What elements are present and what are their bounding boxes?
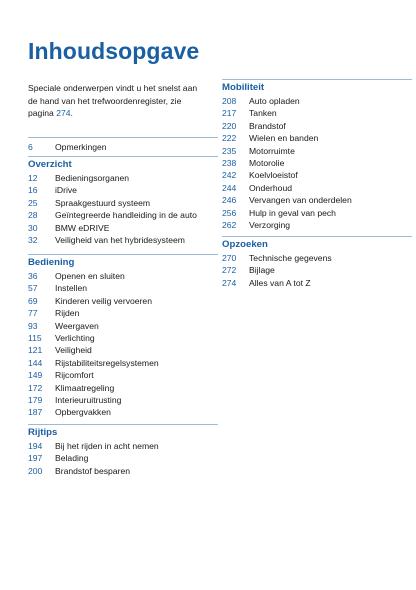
- toc-entry[interactable]: [222, 95, 412, 107]
- toc-page-number: 208: [222, 96, 237, 106]
- toc-page-number: 93: [28, 320, 38, 331]
- toc-entry-label: Wielen en banden: [249, 133, 319, 144]
- toc-entry[interactable]: [28, 184, 218, 196]
- section-title-bediening: Bediening: [28, 254, 218, 270]
- section-mobiliteit: [222, 79, 412, 231]
- toc-page-number: 25: [28, 197, 38, 208]
- intro-body: Speciale onderwerpen vindt u het snelst aan de hand van het trefwoordenregister, zie pagina: [28, 83, 198, 118]
- toc-entry-label: Spraakgestuurd systeem: [55, 197, 151, 208]
- toc-entry[interactable]: [28, 320, 218, 332]
- toc-page-number: 246: [222, 195, 237, 206]
- toc-entry-label: Hulp in geval van pech: [249, 207, 336, 218]
- toc-page-number: 187: [28, 407, 43, 418]
- toc-entry-label: Auto opladen: [249, 96, 300, 106]
- section-general: [28, 137, 218, 153]
- toc-entry-label: Tanken: [249, 108, 277, 119]
- toc-entry-label: Instellen: [55, 283, 88, 294]
- toc-entry-label: Rijden: [55, 308, 80, 319]
- toc-page-number: 274: [222, 277, 237, 288]
- toc-entry-label: Klimaatregeling: [55, 382, 115, 393]
- toc-entry[interactable]: [28, 406, 218, 418]
- toc-page-number: 77: [28, 308, 38, 319]
- section-bediening: [28, 254, 218, 419]
- page-title: Inhoudsopgave: [28, 38, 200, 64]
- toc-entry-label: Onderhoud: [249, 182, 293, 193]
- toc-page-number: 6: [28, 142, 33, 152]
- toc-page-number: 220: [222, 120, 237, 131]
- toc-entry[interactable]: [28, 382, 218, 394]
- toc-entry-label: Kinderen veilig vervoeren: [55, 295, 152, 306]
- toc-entry[interactable]: [28, 307, 218, 319]
- toc-page-number: 256: [222, 207, 237, 218]
- section-title-rijtips: Rijtips: [28, 424, 218, 440]
- toc-entry[interactable]: [28, 222, 218, 234]
- toc-entry-label: Verlichting: [55, 332, 95, 343]
- toc-page-number: 194: [28, 441, 43, 451]
- toc-entry-label: Bedieningsorganen: [55, 173, 130, 183]
- toc-page-number: 115: [28, 332, 42, 343]
- toc-entry-label: Bijlage: [249, 265, 275, 276]
- toc-entry[interactable]: [222, 107, 412, 119]
- toc-entry[interactable]: [222, 169, 412, 181]
- toc-page-number: 217: [222, 108, 237, 119]
- toc-page-number: 30: [28, 222, 38, 233]
- toc-entry[interactable]: [222, 120, 412, 132]
- toc-entry[interactable]: [28, 234, 218, 246]
- toc-entry[interactable]: [28, 270, 218, 282]
- section-overzicht: [28, 156, 218, 246]
- toc-page-number: 12: [28, 173, 38, 183]
- toc-page-number: 179: [28, 394, 43, 405]
- toc-entry-label: Geïntegreerde handleiding in de auto: [55, 210, 197, 221]
- toc-entry-label: Rijstabiliteitsregelsystemen: [55, 357, 159, 368]
- intro-page-link[interactable]: 274: [56, 108, 71, 118]
- toc-page-number: 242: [222, 170, 237, 181]
- toc-entry-label: Motorolie: [249, 157, 285, 168]
- toc-entry[interactable]: [28, 141, 218, 153]
- toc-entry[interactable]: [28, 282, 218, 294]
- toc-entry-label: Bij het rijden in acht nemen: [55, 441, 159, 451]
- section-title-mobiliteit: Mobiliteit: [222, 79, 412, 95]
- toc-entry[interactable]: [222, 182, 412, 194]
- section-rijtips: [28, 424, 218, 477]
- toc-entry-label: Weergaven: [55, 320, 99, 331]
- toc-entry-label: Rijcomfort: [55, 370, 94, 381]
- toc-entry-label: Opbergvakken: [55, 407, 111, 418]
- toc-entry-label: Technische gegevens: [249, 253, 332, 263]
- toc-entry[interactable]: [28, 357, 218, 369]
- toc-page-number: 197: [28, 453, 43, 464]
- toc-entry[interactable]: [28, 440, 218, 452]
- toc-entry[interactable]: [222, 157, 412, 169]
- section-title-opzoeken: Opzoeken: [222, 236, 412, 252]
- toc-page-number: 28: [28, 210, 38, 221]
- toc-page-number: 149: [28, 370, 43, 381]
- toc-entry-label: Koelvloeistof: [249, 170, 298, 181]
- toc-entry[interactable]: [222, 252, 412, 264]
- toc-entry-label: Veiligheid: [55, 345, 92, 356]
- toc-entry[interactable]: [222, 277, 412, 289]
- toc-entry[interactable]: [222, 194, 412, 206]
- toc-page-number: 235: [222, 145, 237, 156]
- toc-entry-label: BMW eDRIVE: [55, 222, 110, 233]
- toc-page-number: 270: [222, 253, 237, 263]
- toc-entry[interactable]: [28, 209, 218, 221]
- toc-entry-label: Vervangen van onderdelen: [249, 195, 352, 206]
- toc-page-number: 262: [222, 219, 237, 230]
- toc-entry[interactable]: [28, 465, 218, 477]
- toc-entry[interactable]: [222, 264, 412, 276]
- toc-page-number: 121: [28, 345, 43, 356]
- toc-page-number: 16: [28, 185, 38, 196]
- toc-entry-label: Brandstof besparen: [55, 465, 131, 476]
- toc-entry[interactable]: [222, 207, 412, 219]
- toc-entry[interactable]: [28, 452, 218, 464]
- toc-entry[interactable]: [222, 132, 412, 144]
- toc-page-number: 238: [222, 157, 237, 168]
- toc-entry[interactable]: [28, 197, 218, 209]
- toc-entry[interactable]: [28, 172, 218, 184]
- toc-entry-label: Verzorging: [249, 219, 291, 230]
- toc-page-number: 244: [222, 182, 237, 193]
- toc-page-number: 69: [28, 295, 38, 306]
- toc-page-number: 272: [222, 265, 237, 276]
- toc-entry-label: Alles van A tot Z: [249, 277, 311, 288]
- intro-end: .: [70, 108, 73, 118]
- toc-page-number: 222: [222, 133, 237, 144]
- toc-page-number: 144: [28, 357, 43, 368]
- toc-page-number: 36: [28, 271, 38, 281]
- toc-entry-label: Brandstof: [249, 120, 286, 131]
- toc-entry-label: Veiligheid van het hybridesysteem: [55, 234, 185, 245]
- toc-entry-label: Opmerkingen: [55, 142, 107, 152]
- toc-page-number: 200: [28, 465, 43, 476]
- toc-page-number: 32: [28, 234, 38, 245]
- toc-page-number: 57: [28, 283, 38, 294]
- toc-entry-label: Interieuruitrusting: [55, 394, 122, 405]
- toc-entry-label: Motorruimte: [249, 145, 295, 156]
- toc-entry-label: Belading: [55, 453, 89, 464]
- toc-entry[interactable]: [28, 394, 218, 406]
- toc-page-number: 172: [28, 382, 43, 393]
- toc-entry[interactable]: [28, 344, 218, 356]
- toc-entry[interactable]: [28, 295, 218, 307]
- toc-entry-label: iDrive: [55, 185, 77, 196]
- toc-entry[interactable]: [222, 145, 412, 157]
- toc-entry[interactable]: [28, 369, 218, 381]
- toc-entry[interactable]: [222, 219, 412, 231]
- toc-entry[interactable]: [28, 332, 218, 344]
- section-title-overzicht: Overzicht: [28, 156, 218, 172]
- section-opzoeken: [222, 236, 412, 289]
- toc-entry-label: Openen en sluiten: [55, 271, 125, 281]
- intro-text: [28, 82, 206, 120]
